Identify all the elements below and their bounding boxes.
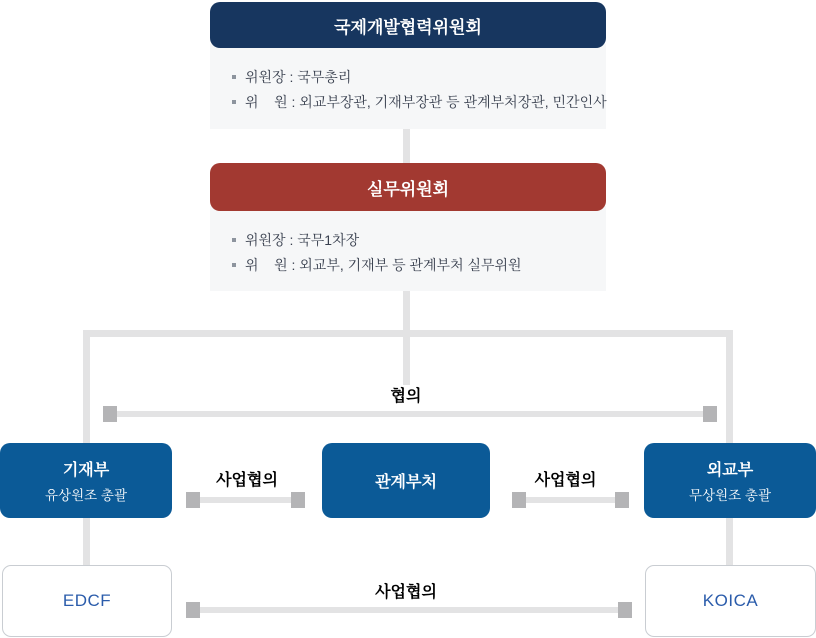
connector-consultation-long-line (114, 411, 706, 417)
connector-mofa-to-koica (726, 516, 733, 566)
working-committee-title-box (210, 163, 606, 211)
working-members-text: 위 원 : 외교부, 기재부 등 관계부처 실무위원 (245, 256, 522, 273)
list-item (232, 93, 607, 110)
committee-title-box (210, 2, 606, 48)
agency-name: 관계부처 (375, 474, 437, 491)
connector-bracket-horizontal (83, 330, 733, 337)
connector-working-to-agencies (403, 290, 410, 385)
agency-name: 외교부 (706, 462, 754, 479)
list-item (232, 256, 522, 273)
connector-bottom-consultation-line (196, 607, 624, 613)
implementer-box-koica (645, 565, 816, 637)
agency-box-moef (0, 443, 172, 518)
implementer-box-edcf (2, 565, 172, 637)
agency-box-mofa (644, 443, 816, 518)
implementer-name: EDCF (62, 591, 112, 610)
connector-bracket-left-drop (83, 330, 90, 445)
committee-members-text: 위 원 : 외교부장관, 기재부장관 등 관계부처장관, 민간인사 (245, 93, 607, 110)
bullet-icon (232, 263, 236, 267)
committee-chair-text: 위원장 : 국무총리 (245, 68, 352, 85)
list-item (232, 231, 522, 248)
bullet-icon (232, 75, 236, 79)
arrow-endpoint-right-icon (703, 406, 717, 422)
agency-box-related-ministries (322, 443, 490, 518)
label-consultation-right: 사업협의 (534, 472, 597, 489)
working-committee-members-list (232, 231, 522, 273)
label-consultation-top: 협의 (390, 388, 422, 405)
committee-members-list (232, 68, 607, 110)
list-item (232, 68, 607, 85)
arrow-endpoint-icon (618, 602, 632, 618)
connector-right-consultation-line (522, 497, 620, 503)
working-committee-title: 실무위원회 (366, 179, 450, 199)
working-chair-text: 위원장 : 국무1차장 (245, 231, 360, 248)
bullet-icon (232, 100, 236, 104)
arrow-endpoint-left-icon (103, 406, 117, 422)
connector-bracket-right-drop (726, 330, 733, 445)
agency-role: 유상원조 총괄 (45, 488, 127, 503)
label-consultation-left: 사업협의 (216, 472, 278, 489)
arrow-endpoint-icon (512, 492, 526, 508)
committee-title: 국제개발협력위원회 (334, 17, 482, 37)
connector-committee-to-working (403, 128, 410, 164)
bullet-icon (232, 238, 236, 242)
arrow-endpoint-icon (186, 492, 200, 508)
arrow-endpoint-icon (186, 602, 200, 618)
arrow-endpoint-icon (291, 492, 305, 508)
label-consultation-bottom: 사업협의 (375, 584, 437, 601)
implementer-name: KOICA (702, 591, 759, 610)
connector-left-consultation-line (196, 497, 296, 503)
connector-moef-to-edcf (83, 516, 90, 566)
agency-name: 기재부 (62, 462, 110, 479)
arrow-endpoint-icon (615, 492, 629, 508)
agency-role: 무상원조 총괄 (689, 488, 771, 503)
